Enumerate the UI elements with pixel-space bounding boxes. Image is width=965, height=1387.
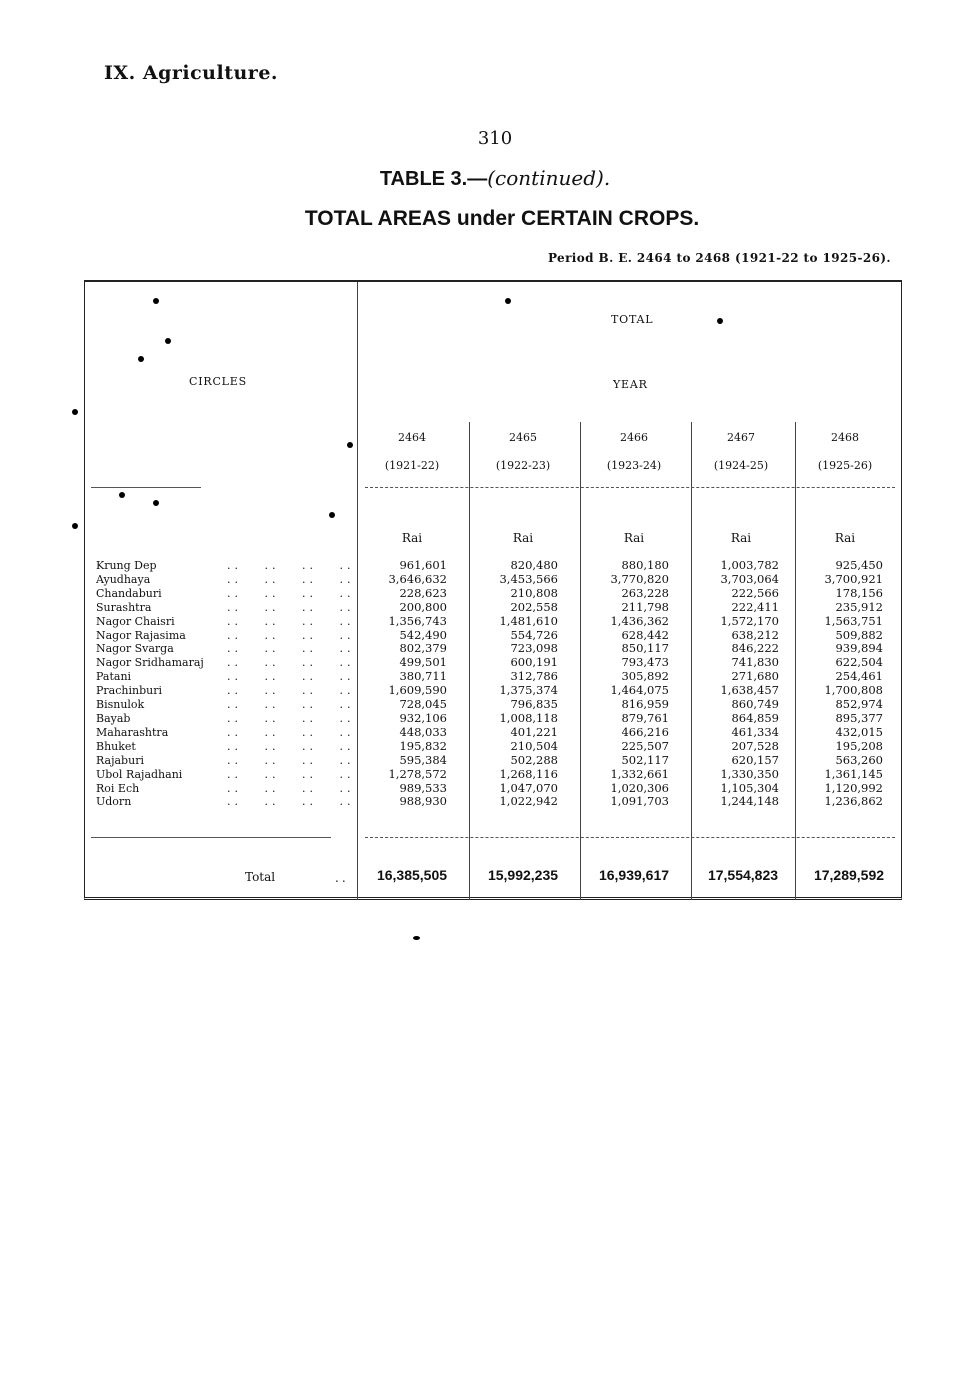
scan-speck (153, 500, 159, 506)
total-value-2467: 17,554,823 (707, 867, 779, 883)
table-cell: 1,356,743 (388, 613, 447, 628)
table-cell: 1,020,306 (610, 780, 669, 795)
table-cell: 542,490 (399, 627, 447, 642)
table-cell: 499,501 (399, 655, 447, 670)
table-cell: 1,361,145 (824, 766, 883, 781)
table-cell: 271,680 (731, 669, 779, 684)
table-cell: 879,761 (621, 710, 669, 725)
leader-dots: .. .. .. .. (227, 614, 355, 628)
table-cell: 3,770,820 (610, 571, 669, 586)
circle-names-column (96, 559, 204, 809)
table-cell: 3,700,921 (824, 571, 883, 586)
leader-dots: .. .. .. .. (227, 684, 355, 698)
leader-dots: .. .. .. .. (227, 795, 355, 809)
table-cell: 723,098 (510, 641, 558, 656)
table-cell: 1,268,116 (499, 766, 558, 781)
circle-name: Maharashtra (96, 725, 169, 739)
table-cell: 1,563,751 (824, 613, 883, 628)
circle-name: Ubol Rajadhani (96, 767, 183, 781)
scan-speck (347, 442, 353, 448)
year-be: 2467 (727, 431, 755, 444)
scan-speck (138, 356, 144, 362)
table-cell: 1,464,075 (610, 683, 669, 698)
leader-dots: .. .. .. .. (227, 725, 355, 739)
table-cell: 628,442 (621, 627, 669, 642)
year-ad: (1922-23) (495, 459, 551, 472)
table-cell: 509,882 (835, 627, 883, 642)
unit-label: Rai (401, 531, 423, 545)
leader-dots: .. .. .. .. (227, 781, 355, 795)
table-cell: 554,726 (510, 627, 558, 642)
table-cell: 448,033 (399, 724, 447, 739)
table-cell: 1,022,942 (499, 794, 558, 809)
table-cell: 235,912 (835, 599, 883, 614)
table-heading (0, 166, 965, 191)
table-cell: 796,835 (510, 697, 558, 712)
table-cell: 222,411 (731, 599, 779, 614)
table-cell: 880,180 (621, 558, 669, 572)
table-cell: 939,894 (835, 641, 883, 656)
scan-speck (153, 298, 159, 304)
circle-name: Nagor Rajasima (96, 628, 186, 642)
table-cell: 846,222 (731, 641, 779, 656)
leader-dots: .. .. .. .. (227, 670, 355, 684)
values-column-2464 (351, 559, 447, 809)
scan-speck (413, 936, 420, 940)
table-cell: 1,244,148 (720, 794, 779, 809)
table-cell: 1,105,304 (720, 780, 779, 795)
scan-speck (119, 492, 125, 498)
table-cell: 502,117 (621, 752, 669, 767)
circle-name: Chandaburi (96, 586, 162, 600)
circle-name: Rajaburi (96, 753, 144, 767)
table-cell: 1,278,572 (388, 766, 447, 781)
table-continued: (continued). (487, 166, 611, 190)
leader-dots: .. .. .. .. (227, 753, 355, 767)
table-cell: 622,504 (835, 655, 883, 670)
year-ad: (1924-25) (713, 459, 769, 472)
table-cell: 222,566 (731, 585, 779, 600)
year-ad: (1925-26) (817, 459, 873, 472)
table-cell: 728,045 (399, 697, 447, 712)
table-cell: 932,106 (399, 710, 447, 725)
circle-name: Bhuket (96, 739, 136, 753)
table-subtitle: TOTAL AREAS under CERTAIN CROPS. (304, 207, 700, 230)
table-cell: 1,047,070 (499, 780, 558, 795)
circle-name: Nagor Svarga (96, 642, 174, 656)
values-column-2467 (683, 559, 779, 809)
total-value-2464: 16,385,505 (376, 867, 448, 883)
table-cell: 1,330,350 (720, 766, 779, 781)
header-rule (365, 487, 895, 488)
table-cell: 1,436,362 (610, 613, 669, 628)
leader-dots: .. .. .. .. (227, 559, 355, 572)
total-value-2466: 16,939,617 (598, 867, 670, 883)
table-cell: 211,798 (621, 599, 669, 614)
table-cell: 200,800 (399, 599, 447, 614)
total-leader-dots: .. (335, 871, 349, 885)
circle-name: Krung Dep (96, 559, 157, 572)
circle-name: Bisnulok (96, 698, 145, 712)
year-header: YEAR (613, 378, 648, 391)
table-cell: 305,892 (621, 669, 669, 684)
leader-dots: .. .. .. .. (227, 711, 355, 725)
table-cell: 1,003,782 (720, 558, 779, 572)
table-cell: 432,015 (835, 724, 883, 739)
leader-dots: .. .. .. .. (227, 586, 355, 600)
table-cell: 1,008,118 (499, 710, 558, 725)
circle-name: Udorn (96, 795, 132, 809)
scan-speck (72, 523, 78, 529)
unit-label: Rai (623, 531, 645, 545)
scan-speck (72, 409, 78, 415)
table-cell: 852,974 (835, 697, 883, 712)
total-value-2468: 17,289,592 (813, 867, 885, 883)
circle-name: Ayudhaya (96, 572, 151, 586)
scan-speck (165, 338, 171, 344)
table-cell: 225,507 (621, 738, 669, 753)
table-cell: 466,216 (621, 724, 669, 739)
period-caption: Period B. E. 2464 to 2468 (1921-22 to 1925-26). (547, 251, 891, 265)
year-be: 2466 (620, 431, 648, 444)
table-cell: 3,453,566 (499, 571, 558, 586)
table-cell: 1,091,703 (610, 794, 669, 809)
year-be: 2464 (398, 431, 426, 444)
scan-speck (505, 298, 511, 304)
leader-dots: .. .. .. .. (227, 698, 355, 712)
table-cell: 1,572,170 (720, 613, 779, 628)
leader-dots: .. .. .. .. (227, 656, 355, 670)
table-cell: 563,260 (835, 752, 883, 767)
table-cell: 816,959 (621, 697, 669, 712)
table-cell: 207,528 (731, 738, 779, 753)
table-cell: 178,156 (835, 585, 883, 600)
table-cell: 228,623 (399, 585, 447, 600)
table-cell: 1,700,808 (824, 683, 883, 698)
table-cell: 202,558 (510, 599, 558, 614)
total-rule (91, 837, 331, 838)
table-cell: 1,375,374 (499, 683, 558, 698)
table-cell: 3,703,064 (720, 571, 779, 586)
scan-speck (717, 318, 723, 324)
scan-speck (329, 512, 335, 518)
table-cell: 312,786 (510, 669, 558, 684)
table-cell: 802,379 (399, 641, 447, 656)
table-cell: 961,601 (399, 558, 447, 572)
year-ad: (1923-24) (606, 459, 662, 472)
table-cell: 820,480 (510, 558, 558, 572)
year-be: 2468 (831, 431, 859, 444)
header-rule (91, 487, 201, 488)
table-cell: 1,638,457 (720, 683, 779, 698)
table-cell: 1,332,661 (610, 766, 669, 781)
year-ad: (1921-22) (384, 459, 440, 472)
circle-name: Patani (96, 670, 132, 684)
circle-name: Bayab (96, 711, 131, 725)
table-cell: 210,808 (510, 585, 558, 600)
table-cell: 380,711 (399, 669, 447, 684)
table-label: TABLE 3.— (379, 168, 488, 190)
circles-header: CIRCLES (189, 375, 247, 388)
values-column-2468 (787, 559, 883, 809)
total-rule (365, 837, 895, 838)
circle-name: Roi Ech (96, 781, 140, 795)
table-cell: 210,504 (510, 738, 558, 753)
table-cell: 195,832 (399, 738, 447, 753)
table-cell: 3,646,632 (388, 571, 447, 586)
table-cell: 988,930 (399, 794, 447, 809)
data-table (84, 280, 902, 900)
table-cell: 925,450 (835, 558, 883, 572)
table-cell: 864,859 (731, 710, 779, 725)
table-cell: 638,212 (731, 627, 779, 642)
leader-dots: .. .. .. .. (227, 572, 355, 586)
table-cell: 989,533 (399, 780, 447, 795)
circle-name: Surashtra (96, 600, 152, 614)
leader-dots: .. .. .. .. (227, 628, 355, 642)
table-cell: 263,228 (621, 585, 669, 600)
table-cell: 793,473 (621, 655, 669, 670)
year-be: 2465 (509, 431, 537, 444)
table-cell: 620,157 (731, 752, 779, 767)
unit-label: Rai (512, 531, 534, 545)
section-title: IX. Agriculture. (104, 62, 279, 84)
table-cell: 401,221 (510, 724, 558, 739)
table-cell: 254,461 (835, 669, 883, 684)
table-cell: 850,117 (621, 641, 669, 656)
leader-dots-column (227, 559, 354, 809)
circle-name: Nagor Sridhamaraj (96, 656, 204, 670)
total-value-2465: 15,992,235 (487, 867, 559, 883)
table-cell: 195,208 (835, 738, 883, 753)
circle-name: Prachinburi (96, 684, 162, 698)
values-column-2465 (462, 559, 558, 809)
table-cell: 1,609,590 (388, 683, 447, 698)
page-number: 310 (477, 128, 513, 149)
table-cell: 595,384 (399, 752, 447, 767)
leader-dots: .. .. .. .. (227, 739, 355, 753)
leader-dots: .. .. .. .. (227, 642, 355, 656)
table-cell: 741,830 (731, 655, 779, 670)
table-cell: 1,236,862 (824, 794, 883, 809)
leader-dots: .. .. .. .. (227, 600, 355, 614)
table-cell: 1,481,610 (499, 613, 558, 628)
table-cell: 895,377 (835, 710, 883, 725)
table-cell: 600,191 (510, 655, 558, 670)
table-cell: 502,288 (510, 752, 558, 767)
unit-label: Rai (834, 531, 856, 545)
total-header: TOTAL (611, 313, 654, 326)
leader-dots: .. .. .. .. (227, 767, 355, 781)
table-cell: 860,749 (731, 697, 779, 712)
unit-label: Rai (730, 531, 752, 545)
values-column-2466 (573, 559, 669, 809)
table-cell: 1,120,992 (824, 780, 883, 795)
total-label: Total (245, 870, 276, 884)
table-cell: 461,334 (731, 724, 779, 739)
circle-name: Nagor Chaisri (96, 614, 175, 628)
